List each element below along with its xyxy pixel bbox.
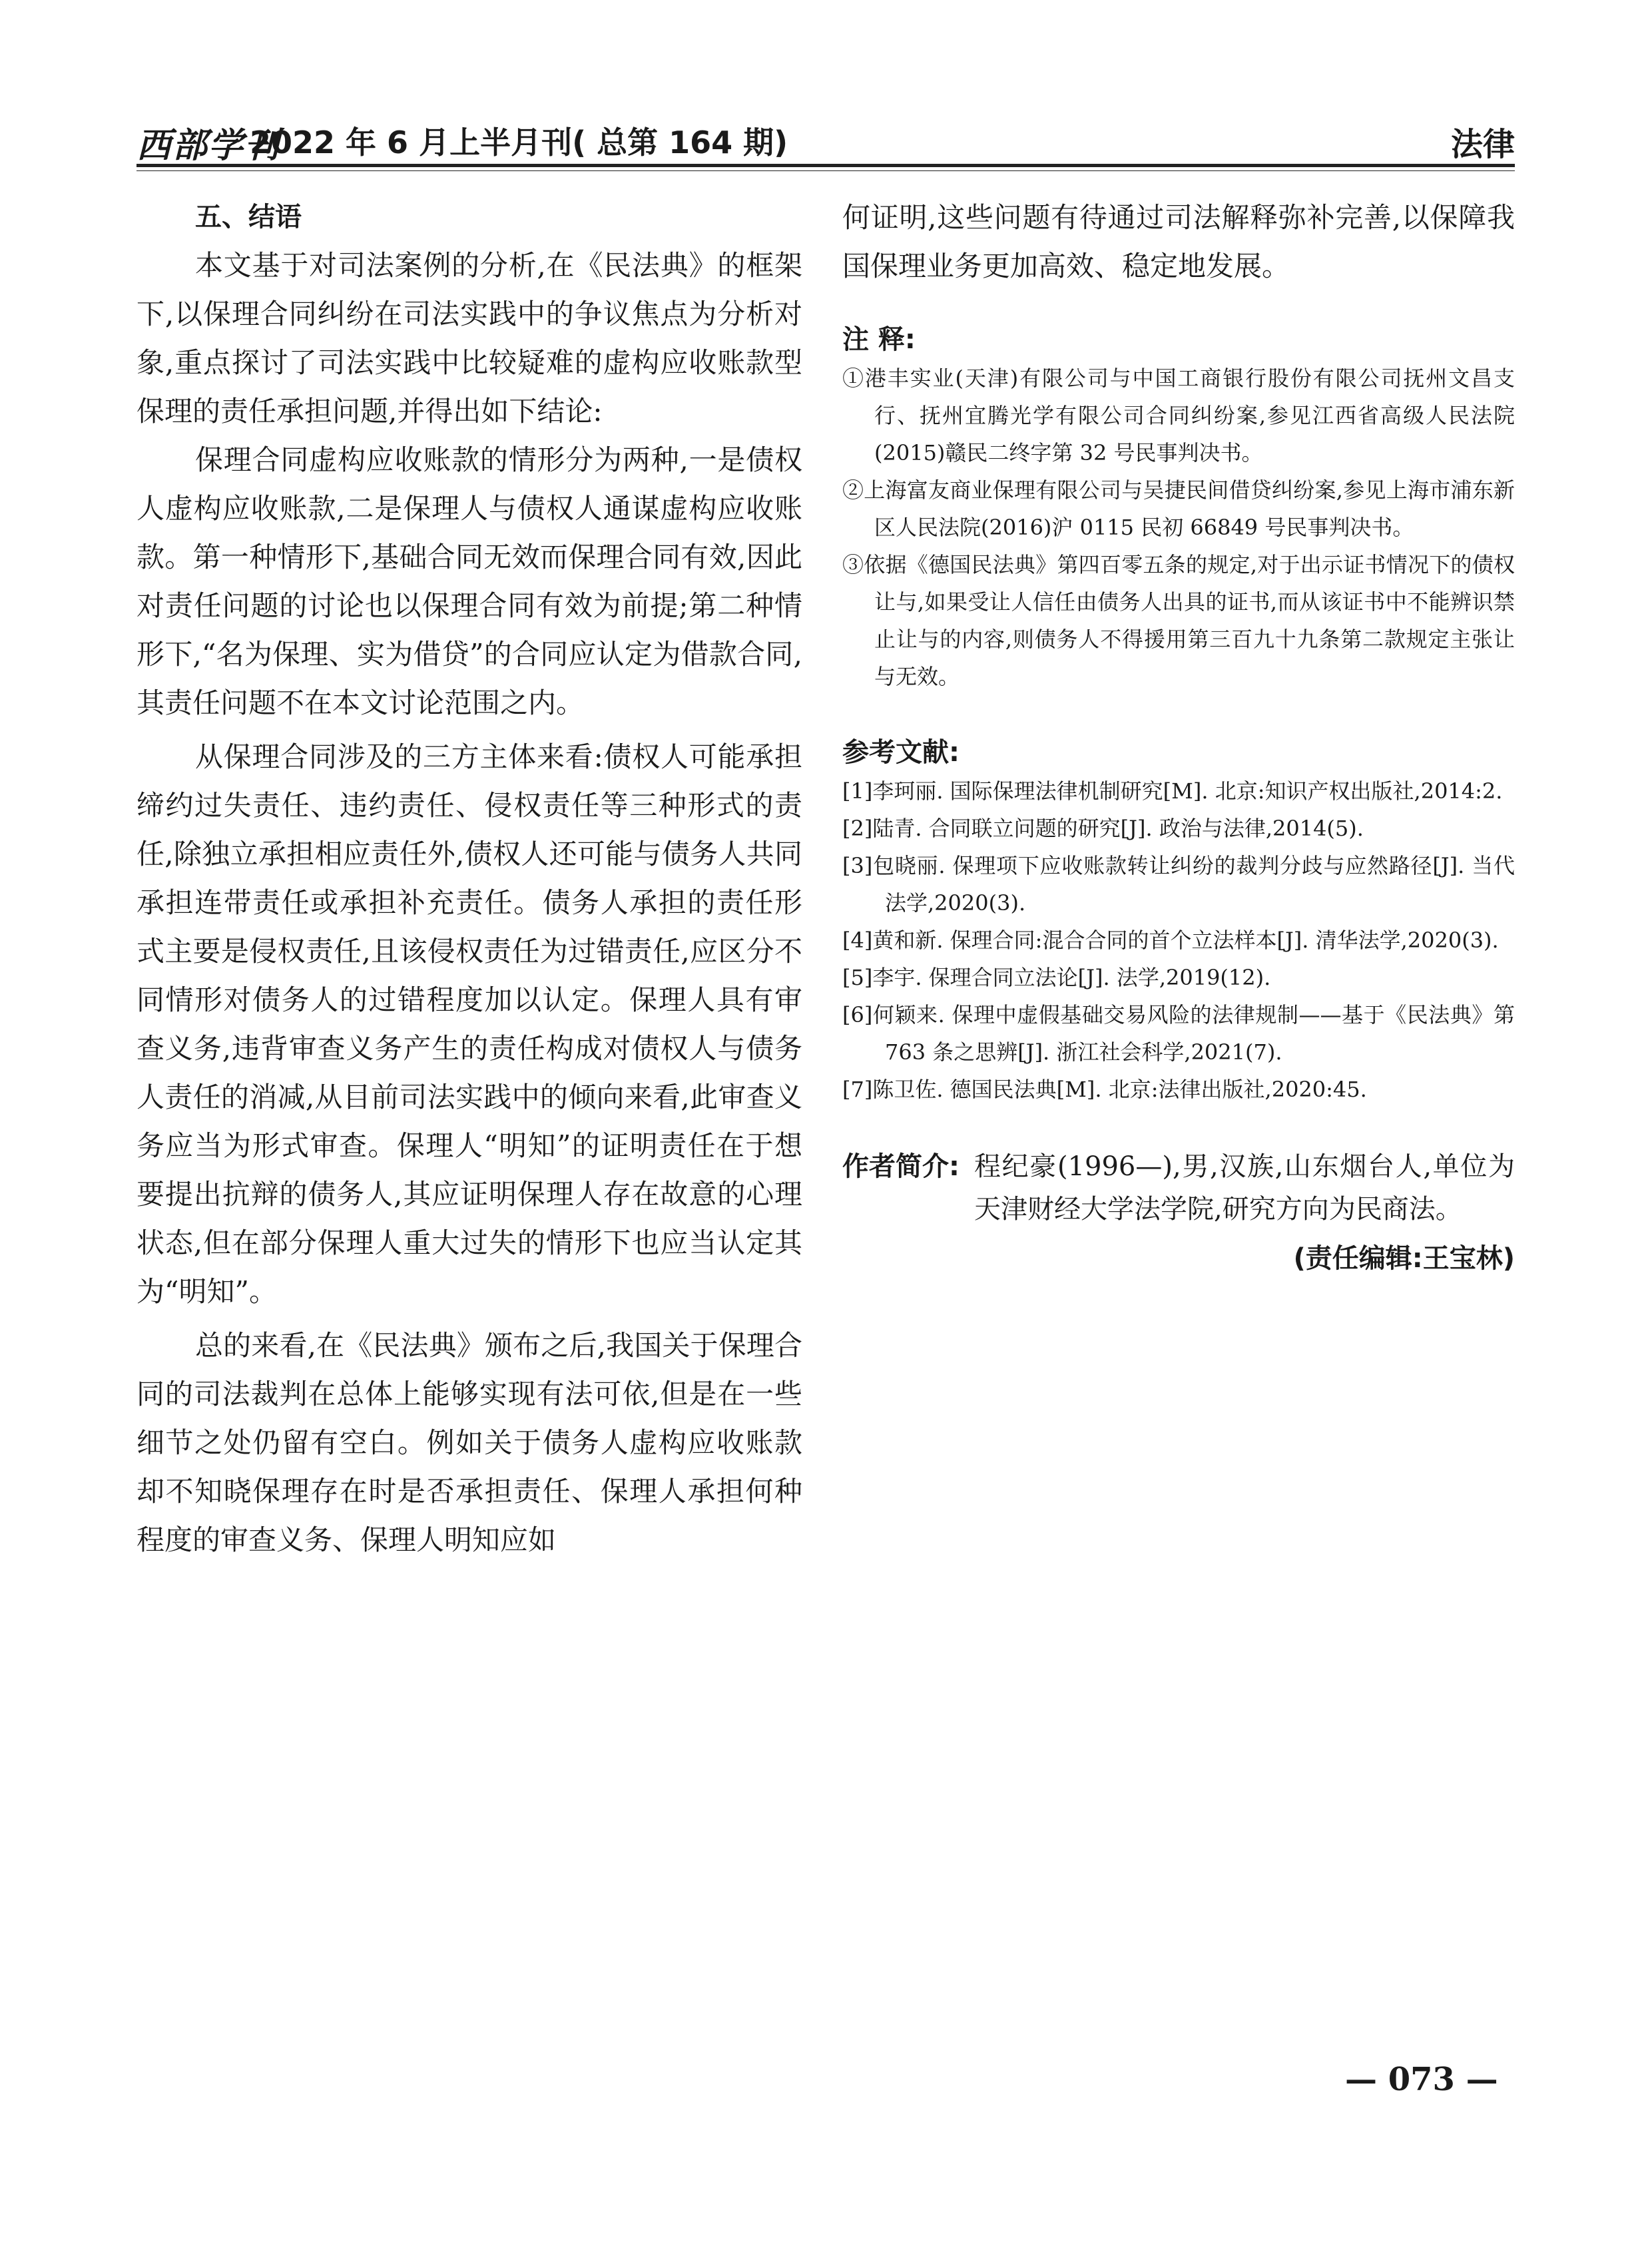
paragraph: 本文基于对司法案例的分析,在《民法典》的框架下,以保理合同纠纷在司法实践中的争议焦点为分析对象,重点探讨了司法实践中比较疑难的虚构应收账款型保理的责任承担问题,并得出如下结论: <box>137 249 802 427</box>
reference-item: [1]李珂丽. 国际保理法律机制研究[M]. 北京:知识产权出版社,2014:2. <box>842 778 1503 804</box>
paragraph-continuation: 何证明,这些问题有待通过司法解释弥补完善,以保障我国保理业务更加高效、稳定地发展。 <box>842 201 1515 282</box>
author-label: 作者简介: <box>842 1151 960 1182</box>
paragraph: 总的来看,在《民法典》颁布之后,我国关于保理合同的司法裁判在总体上能够实现有法可依,但是在一些细节之处仍留有空白。例如关于债务人虚构应收账款却不知晓保理存在时是否承担责任、保理人承担何种程度的审查义务、保理人明知应如 <box>137 1329 802 1556</box>
reference-item: [3]包晓丽. 保理项下应收账款转让纠纷的裁判分歧与应然路径[J]. 当代法学,2020(3). <box>842 853 1515 916</box>
note-item: ②上海富友商业保理有限公司与吴捷民间借贷纠纷案,参见上海市浦东新区人民法院(2016)沪 0115 民初 66849 号民事判决书。 <box>842 477 1515 540</box>
author-text: 程纪豪(1996—),男,汉族,山东烟台人,单位为天津财经大学法学院,研究方向为民商法。 <box>974 1151 1515 1225</box>
author-bio <box>842 1145 1515 1231</box>
header-rule-thick <box>137 164 1515 167</box>
notes-list <box>842 360 1515 695</box>
notes-title: 注 释: <box>842 324 916 355</box>
section-label: 法律 <box>1450 126 1515 163</box>
paragraph: 保理合同虚构应收账款的情形分为两种,一是债权人虚构应收账款,二是保理人与债权人通谋虚构应收账款。第一种情形下,基础合同无效而保理合同有效,因此对责任问题的讨论也以保理合同有效为前提;第二种情形下,“名为保理、实为借贷”的合同应认定为借款合同,其责任问题不在本文讨论范围之内。 <box>137 443 802 719</box>
responsible-editor: (责任编辑:王宝林) <box>1293 1243 1515 1274</box>
reference-item: [6]何颖来. 保理中虚假基础交易风险的法律规制——基于《民法典》第 763 条之思辨[J]. 浙江社会科学,2021(7). <box>842 1002 1515 1065</box>
left-column <box>137 193 802 1564</box>
reference-item: [4]黄和新. 保理合同:混合合同的首个立法样本[J]. 清华法学,2020(3). <box>842 928 1499 953</box>
note-item: ①港丰实业(天津)有限公司与中国工商银行股份有限公司抚州文昌支行、抚州宜腾光学有限公司合同纠纷案,参见江西省高级人民法院(2015)赣民二终字第 32 号民事判决书。 <box>842 366 1515 465</box>
reference-item: [2]陆青. 合同联立问题的研究[J]. 政治与法律,2014(5). <box>842 816 1364 841</box>
right-column <box>842 193 1515 1280</box>
references-title: 参考文献: <box>842 737 960 768</box>
page-number: — 073 — <box>1345 2061 1498 2098</box>
paragraph: 从保理合同涉及的三方主体来看:债权人可能承担缔约过失责任、违约责任、侵权责任等三种形式的责任,除独立承担相应责任外,债权人还可能与债务人共同承担连带责任或承担补充责任。债务人承担的责任形式主要是侵权责任,且该侵权责任为过错责任,应区分不同情形对债务人的过错程度加以认定。保理人具有审查义务,违背审查义务产生的责任构成对债权人与债务人责任的消减,从目前司法实践中的倾向来看,此审查义务应当为形式审查。保理人“明知”的证明责任在于想要提出抗辩的债务人,其应证明保理人存在故意的心理状态,但在部分保理人重大过失的情形下也应当认定其为“明知”。 <box>137 740 802 1308</box>
references-list <box>842 772 1515 1108</box>
issue-info: 2022 年 6 月上半月刊( 总第 164 期) <box>250 125 788 160</box>
header-rule-thin <box>137 170 1515 171</box>
reference-item: [5]李宇. 保理合同立法论[J]. 法学,2019(12). <box>842 965 1271 990</box>
journal-logo: 西部学刊 <box>137 125 281 166</box>
conclusion-heading: 五、结语 <box>195 202 302 232</box>
note-item: ③依据《德国民法典》第四百零五条的规定,对于出示证书情况下的债权让与,如果受让人信任由债务人出具的证书,而从该证书中不能辨识禁止让与的内容,则债务人不得援用第三百九十九条第二款规定主张让与无效。 <box>842 552 1515 689</box>
reference-item: [7]陈卫佐. 德国民法典[M]. 北京:法律出版社,2020:45. <box>842 1077 1367 1102</box>
page-header <box>137 112 1515 165</box>
